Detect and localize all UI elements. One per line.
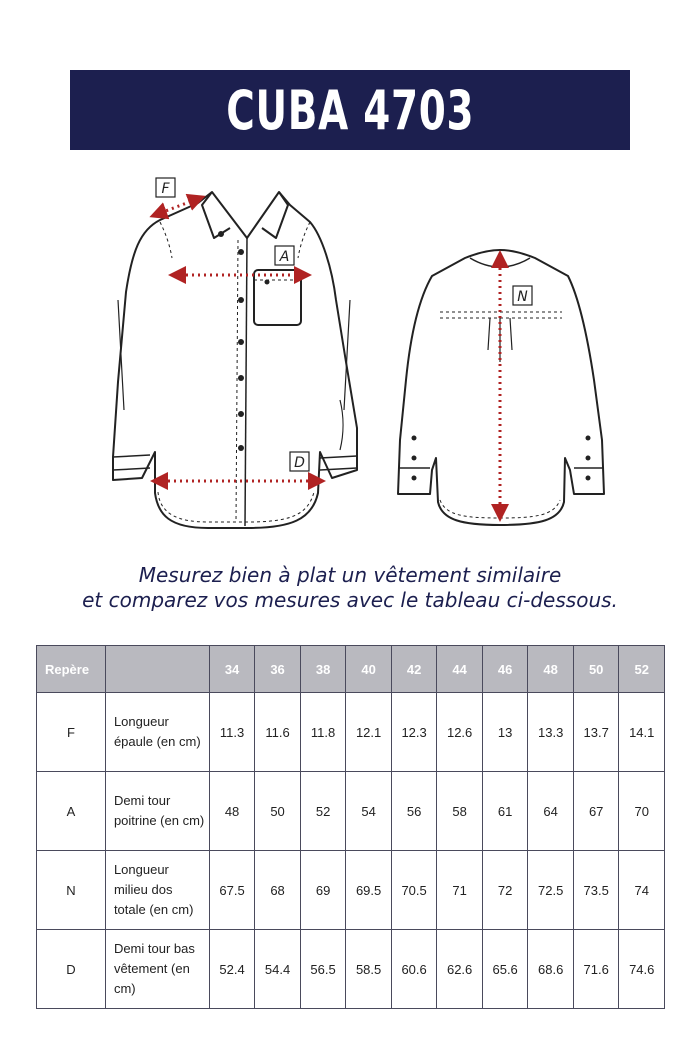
header-size: 52: [619, 646, 665, 693]
size-value: 13.7: [573, 693, 619, 772]
size-value: 13: [482, 693, 528, 772]
size-value: 13.3: [528, 693, 574, 772]
table-row: [37, 851, 665, 930]
size-value: 71.6: [573, 930, 619, 1009]
size-value: 71: [437, 851, 483, 930]
size-value: 14.1: [619, 693, 665, 772]
page-title: CUBA 4703: [225, 78, 475, 142]
size-value: 11.6: [255, 693, 301, 772]
header-size: 36: [255, 646, 301, 693]
header-size: 48: [528, 646, 574, 693]
row-label: Demi tour bas vêtement (en cm): [105, 930, 209, 1009]
measurement-labels: [156, 178, 532, 471]
size-value: 52.4: [209, 930, 255, 1009]
header-size: 44: [437, 646, 483, 693]
size-value: 11.8: [300, 693, 346, 772]
size-value: 67.5: [209, 851, 255, 930]
label-a: A: [279, 249, 290, 265]
size-value: 64: [528, 772, 574, 851]
size-value: 69: [300, 851, 346, 930]
row-label: Longueur milieu dos totale (en cm): [105, 851, 209, 930]
back-shirt-drawing: [398, 250, 604, 525]
front-shirt-drawing: [113, 192, 357, 528]
label-d: D: [294, 455, 305, 471]
size-value: 67: [573, 772, 619, 851]
size-value: 58: [437, 772, 483, 851]
instructions: [0, 563, 700, 613]
header-size: 50: [573, 646, 619, 693]
size-chart-table: [36, 645, 665, 1009]
header-description: [105, 646, 209, 693]
row-marker: D: [37, 930, 106, 1009]
size-value: 72: [482, 851, 528, 930]
size-value: 12.6: [437, 693, 483, 772]
header-size: 34: [209, 646, 255, 693]
size-value: 62.6: [437, 930, 483, 1009]
header-marker: Repère: [37, 646, 106, 693]
row-marker: A: [37, 772, 106, 851]
size-value: 70: [619, 772, 665, 851]
size-value: 68: [255, 851, 301, 930]
table-row: [37, 693, 665, 772]
size-value: 50: [255, 772, 301, 851]
size-value: 74: [619, 851, 665, 930]
label-f: F: [161, 181, 170, 197]
size-value: 69.5: [346, 851, 392, 930]
header-size: 46: [482, 646, 528, 693]
table-row: [37, 772, 665, 851]
header-size: 40: [346, 646, 392, 693]
size-value: 60.6: [391, 930, 437, 1009]
row-marker: N: [37, 851, 106, 930]
size-value: 56.5: [300, 930, 346, 1009]
table-header-row: [37, 646, 665, 693]
header-size: 38: [300, 646, 346, 693]
garment-diagram: [95, 160, 615, 540]
size-value: 54.4: [255, 930, 301, 1009]
size-value: 72.5: [528, 851, 574, 930]
size-value: 56: [391, 772, 437, 851]
header-size: 42: [391, 646, 437, 693]
size-value: 58.5: [346, 930, 392, 1009]
size-value: 61: [482, 772, 528, 851]
size-value: 70.5: [391, 851, 437, 930]
label-n: N: [517, 289, 528, 305]
size-value: 52: [300, 772, 346, 851]
size-value: 73.5: [573, 851, 619, 930]
size-value: 54: [346, 772, 392, 851]
instructions-line-2: et comparez vos mesures avec le tableau ci-dessous.: [82, 588, 618, 612]
size-value: 11.3: [209, 693, 255, 772]
size-value: 48: [209, 772, 255, 851]
size-value: 65.6: [482, 930, 528, 1009]
table-row: [37, 930, 665, 1009]
row-marker: F: [37, 693, 106, 772]
size-value: 12.3: [391, 693, 437, 772]
row-label: Longueur épaule (en cm): [105, 693, 209, 772]
size-value: 68.6: [528, 930, 574, 1009]
title-banner: [70, 70, 630, 150]
size-value: 12.1: [346, 693, 392, 772]
size-value: 74.6: [619, 930, 665, 1009]
instructions-line-1: Mesurez bien à plat un vêtement similaire: [138, 563, 562, 587]
row-label: Demi tour poitrine (en cm): [105, 772, 209, 851]
